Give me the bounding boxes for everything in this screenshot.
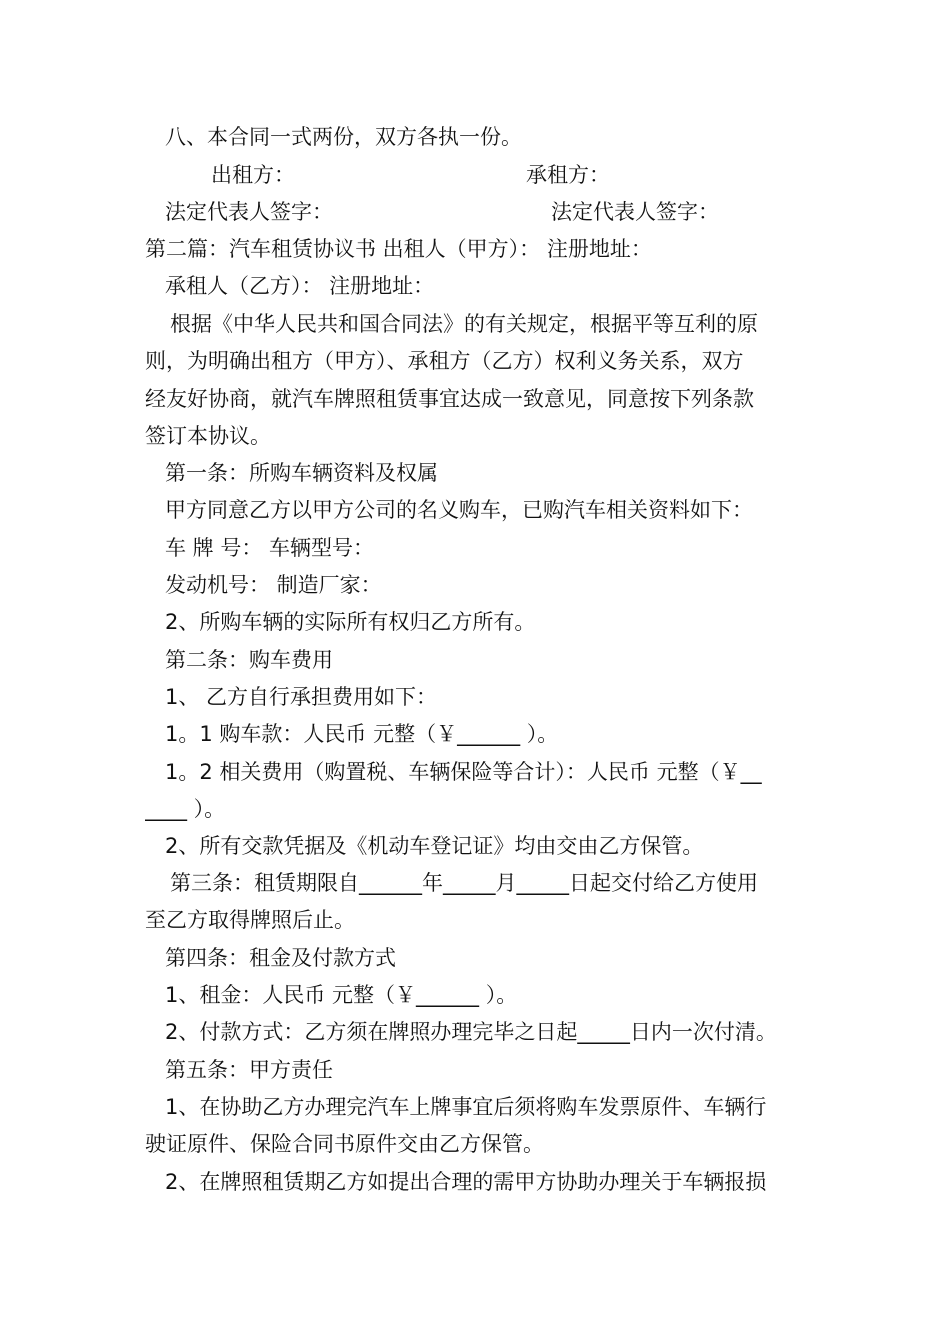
payment-method-line: 2、付款方式：乙方须在牌照办理完毕之日起_____日内一次付清。 <box>165 1020 777 1044</box>
preamble-line-4: 签订本协议。 <box>145 424 271 448</box>
article-three-line-2: 至乙方取得牌照后止。 <box>145 908 355 932</box>
article-five-heading: 第五条：甲方责任 <box>165 1058 333 1082</box>
preamble-line-1: 根据《中华人民共和国合同法》的有关规定，根据平等互利的原 <box>170 312 758 336</box>
related-cost-line-2: ____ ）。 <box>145 797 226 821</box>
lessor-signature-label: 法定代表人签字： <box>165 200 333 224</box>
lessee-signature-label: 法定代表人签字： <box>551 200 719 224</box>
duty-one-line-2: 驶证原件、保险合同书原件交由乙方保管。 <box>145 1132 544 1156</box>
plate-model-line: 车 牌 号： 车辆型号： <box>165 536 375 560</box>
article-one-text: 甲方同意乙方以甲方公司的名义购车，已购汽车相关资料如下： <box>165 498 753 522</box>
preamble-line-2: 则，为明确出租方（甲方）、承租方（乙方）权利义务关系，双方 <box>145 349 744 373</box>
purchase-price-line: 1。1 购车款：人民币 元整（￥______ ）。 <box>165 722 559 746</box>
documents-custody-line: 2、所有交款凭据及《机动车登记证》均由交由乙方保管。 <box>165 834 704 858</box>
article-three-line-1: 第三条：租赁期限自______年_____月_____日起交付给乙方使用 <box>170 871 758 895</box>
lessor-label: 出租方： <box>211 163 295 187</box>
duty-two-line-1: 2、在牌照租赁期乙方如提出合理的需甲方协助办理关于车辆报损 <box>165 1170 767 1194</box>
article-four-heading: 第四条：租金及付款方式 <box>165 946 396 970</box>
lessee-label: 承租方： <box>526 163 610 187</box>
engine-maker-line: 发动机号： 制造厂家： <box>165 573 382 597</box>
preamble-line-3: 经友好协商，就汽车牌照租赁事宜达成一致意见，同意按下列条款 <box>145 387 754 411</box>
cost-intro-line: 1、 乙方自行承担费用如下： <box>165 685 438 709</box>
section-two-heading: 第二篇：汽车租赁协议书 出租人（甲方）： 注册地址： <box>145 237 652 261</box>
clause-eight: 八、本合同一式两份，双方各执一份。 <box>165 125 522 149</box>
related-cost-line-1: 1。2 相关费用（购置税、车辆保险等合计）：人民币 元整（￥__ <box>165 760 762 784</box>
ownership-line: 2、所购车辆的实际所有权归乙方所有。 <box>165 610 536 634</box>
lessee-address-line: 承租人（乙方）： 注册地址： <box>165 274 435 298</box>
duty-one-line-1: 1、在协助乙方办理完汽车上牌事宜后须将购车发票原件、车辆行 <box>165 1095 767 1119</box>
article-one-heading: 第一条：所购车辆资料及权属 <box>165 461 438 485</box>
article-two-heading: 第二条：购车费用 <box>165 648 333 672</box>
rent-line: 1、租金：人民币 元整（￥______ ）。 <box>165 983 518 1007</box>
